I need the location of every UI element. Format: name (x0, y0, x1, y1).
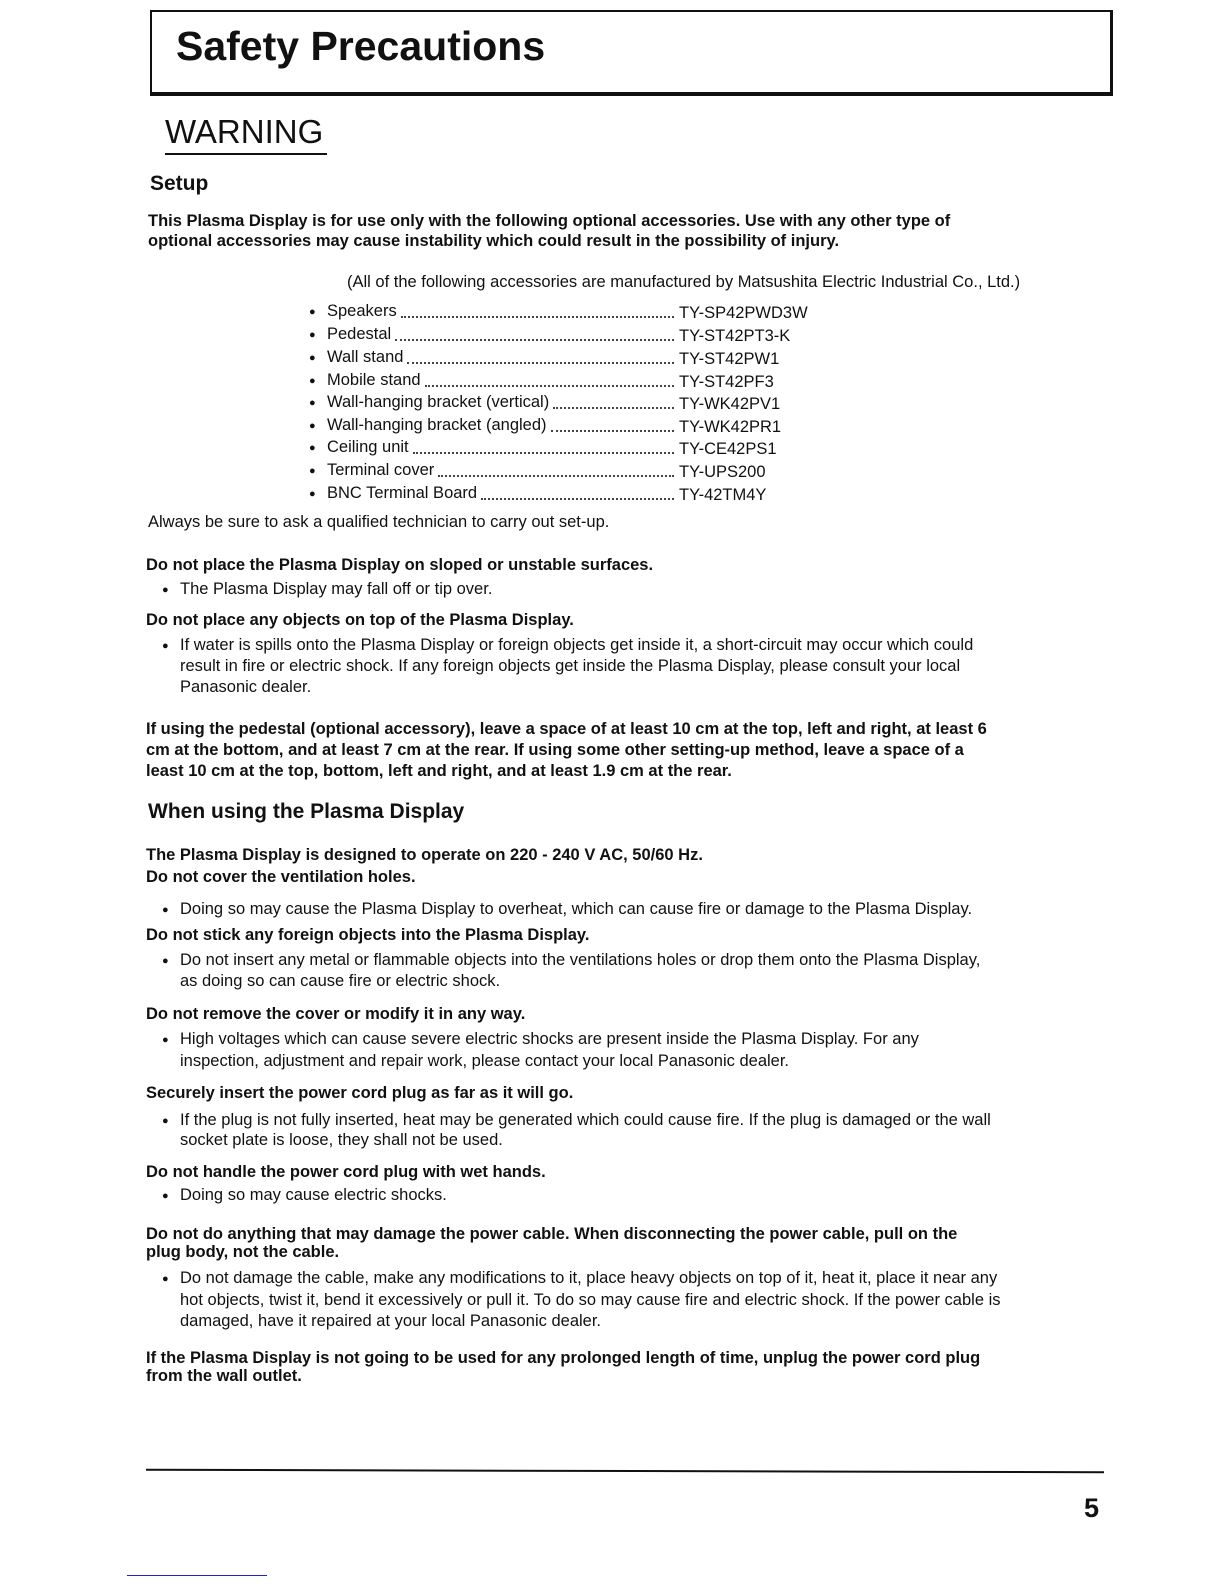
accessories-note: (All of the following accessories are manufactured by Matsushita Electric Industrial Co., Ltd.) (347, 273, 1021, 291)
accessory-model: TY-UPS200 (679, 463, 766, 481)
precaution-heading: Do not place any objects on top of the Plasma Display. (146, 611, 574, 629)
page-title: Safety Precautions (176, 23, 546, 69)
accessory-name: ● Wall-hanging bracket (vertical) (327, 393, 549, 411)
leader-dots (401, 316, 674, 318)
precaution-heading: Securely insert the power cord plug as far as it will go. (146, 1084, 574, 1102)
precaution-text: ● Do not damage the cable, make any modifications to it, place heavy objects on top of it, heat it, place it near any (180, 1269, 997, 1287)
precaution-text: ● Doing so may cause the Plasma Display to overheat, which can cause fire or damage to the Plasma Display. (180, 900, 972, 918)
accessory-name: ● Speakers (327, 302, 397, 320)
accessory-name: ● Wall-hanging bracket (angled) (327, 416, 547, 434)
precaution-text: ● The Plasma Display may fall off or tip over. (180, 580, 492, 598)
precaution-text: socket plate is loose, they shall not be used. (180, 1131, 503, 1149)
accessory-model: TY-WK42PR1 (679, 418, 782, 436)
using-heading: When using the Plasma Display (148, 800, 465, 823)
precaution-heading: If the Plasma Display is not going to be used for any prolonged length of time, unplug the power cord plug (146, 1349, 981, 1367)
page-number: 5 (1084, 1493, 1100, 1523)
precaution-heading: plug body, not the cable. (146, 1243, 340, 1261)
leader-dots (425, 385, 674, 387)
link-underline (127, 1575, 267, 1576)
precaution-text: hot objects, twist it, bend it excessively or pull it. To do so may cause fire and electric shock. If the power cable is (180, 1291, 1001, 1309)
precaution-heading: from the wall outlet. (146, 1367, 302, 1385)
leader-dots (438, 475, 674, 477)
precaution-heading: Do not do anything that may damage the power cable. When disconnecting the power cable, pull on the (146, 1225, 958, 1243)
accessory-model: TY-ST42PF3 (679, 373, 774, 391)
precaution-text: ● If the plug is not fully inserted, heat may be generated which could cause fire. If the plug is damaged or the wall (180, 1111, 991, 1129)
precaution-heading: If using the pedestal (optional accessory), leave a space of at least 10 cm at the top, left and right, at least 6 (146, 720, 987, 738)
precaution-text: Panasonic dealer. (180, 678, 312, 696)
setup-heading: Setup (150, 172, 209, 195)
leader-dots (553, 407, 674, 409)
warning-heading: WARNING (165, 114, 327, 155)
precaution-heading: Do not handle the power cord plug with wet hands. (146, 1163, 546, 1181)
precaution-heading: Do not remove the cover or modify it in any way. (146, 1005, 526, 1023)
setup-intro-line: optional accessories may cause instability which could result in the possibility of injury. (148, 232, 840, 250)
footer-rule (146, 1469, 1104, 1474)
accessory-model: TY-42TM4Y (679, 486, 767, 504)
accessory-name: ● Terminal cover (327, 461, 434, 479)
leader-dots (551, 430, 674, 432)
precaution-heading: Do not place the Plasma Display on sloped or unstable surfaces. (146, 556, 654, 574)
precaution-text: ● Do not insert any metal or flammable objects into the ventilations holes or drop them onto the Plasma Display, (180, 951, 980, 969)
leader-dots (395, 339, 674, 341)
precaution-text: ● Doing so may cause electric shocks. (180, 1186, 447, 1204)
accessory-model: TY-WK42PV1 (679, 395, 781, 413)
setup-advice: Always be sure to ask a qualified technician to carry out set-up. (148, 513, 610, 531)
precaution-text: ● If water is spills onto the Plasma Display or foreign objects get inside it, a short-circuit may occur which could (180, 636, 973, 654)
precaution-text: damaged, have it repaired at your local Panasonic dealer. (180, 1312, 602, 1330)
accessory-name: ● Ceiling unit (327, 438, 409, 456)
leader-dots (407, 362, 674, 364)
precaution-text: as doing so can cause fire or electric shock. (180, 972, 501, 990)
accessory-model: TY-ST42PT3-K (679, 327, 791, 345)
leader-dots (481, 498, 674, 500)
accessory-model: TY-SP42PWD3W (679, 304, 808, 322)
accessory-model: TY-ST42PW1 (679, 350, 780, 368)
precaution-heading: cm at the bottom, and at least 7 cm at the rear. If using some other setting-up method, leave a space of a (146, 741, 964, 759)
precaution-text: result in fire or electric shock. If any foreign objects get inside the Plasma Display, please consult your local (180, 657, 961, 675)
precaution-text: inspection, adjustment and repair work, please contact your local Panasonic dealer. (180, 1052, 790, 1070)
accessory-name: ● Pedestal (327, 325, 391, 343)
accessory-name: ● Wall stand (327, 348, 403, 366)
accessory-name: ● BNC Terminal Board (327, 484, 477, 502)
setup-intro-line: This Plasma Display is for use only with the following optional accessories. Use with any other type of (148, 212, 951, 230)
precaution-heading: least 10 cm at the top, bottom, left and right, and at least 1.9 cm at the rear. (146, 762, 732, 780)
leader-dots (413, 452, 674, 454)
precaution-heading: Do not stick any foreign objects into the Plasma Display. (146, 926, 590, 944)
accessory-name: ● Mobile stand (327, 371, 421, 389)
precaution-heading: Do not cover the ventilation holes. (146, 868, 416, 886)
precaution-heading: The Plasma Display is designed to operate on 220 - 240 V AC, 50/60 Hz. (146, 846, 703, 864)
precaution-text: ● High voltages which can cause severe electric shocks are present inside the Plasma Display. For any (180, 1030, 919, 1048)
accessory-model: TY-CE42PS1 (679, 440, 777, 458)
